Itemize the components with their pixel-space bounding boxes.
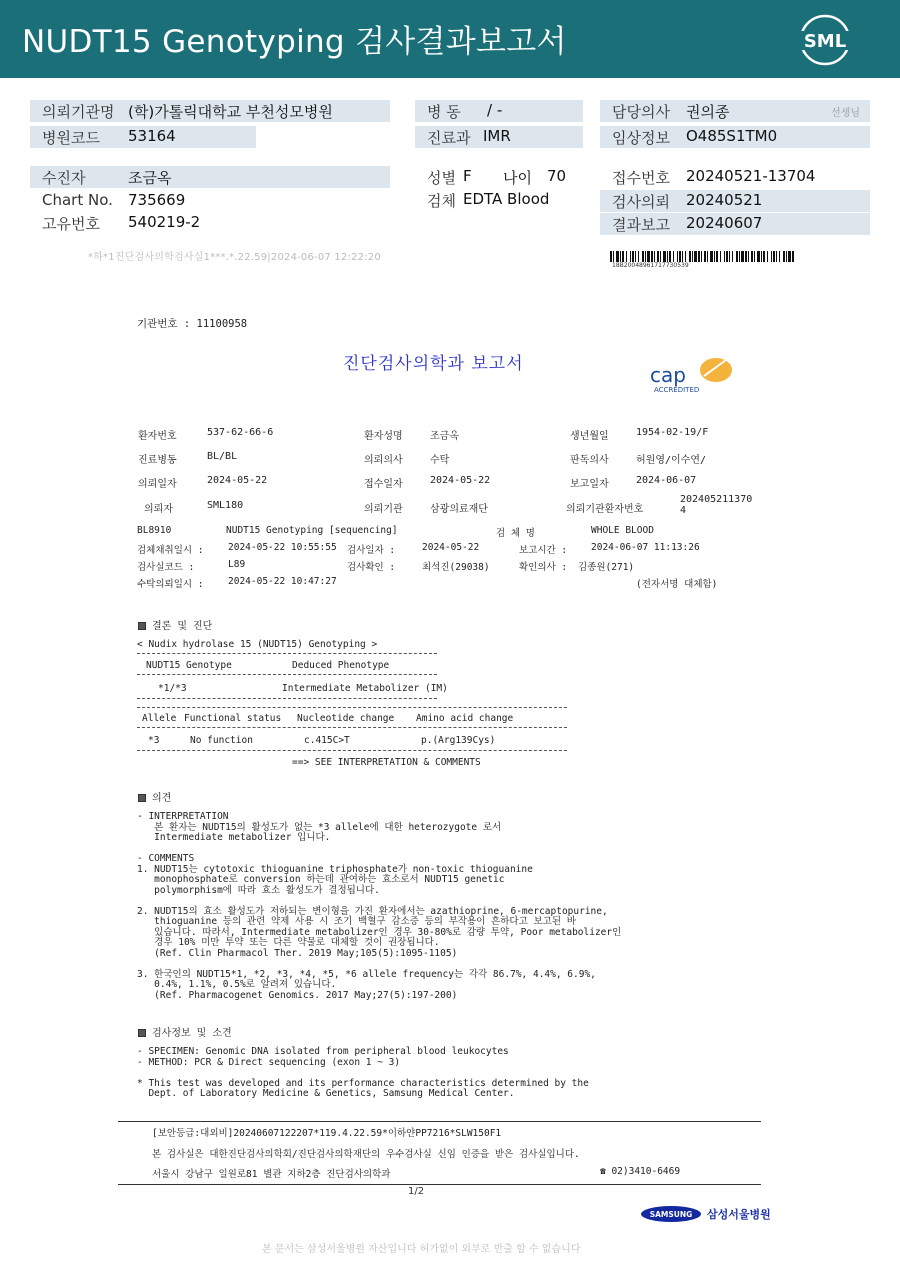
clinical-info-field: 임상정보 O485S1TM0: [600, 126, 870, 148]
specimen-name-value: WHOLE BLOOD: [591, 525, 654, 536]
genotype-title: < Nudix hydrolase 15 (NUDT15) Genotyping >: [137, 639, 378, 650]
confirming-doctor-label: 확인의사 :: [519, 562, 568, 573]
institution-patient-no-value-2: 4: [680, 505, 687, 516]
page-number: 1/2: [408, 1186, 425, 1197]
patient-name-label: 환자성명: [364, 431, 403, 442]
patient-no-label: 환자번호: [138, 431, 177, 442]
requesting-institution-value: 삼광의료재단: [430, 504, 488, 515]
request-date-field: 검사의뢰 20240521: [600, 190, 870, 212]
barcode-number: 18B20048961717730539: [612, 262, 689, 269]
svg-text:cap: cap: [650, 363, 686, 387]
institution-patient-no-label: 의뢰기관환자번호: [566, 504, 644, 515]
collection-time-value: 2024-05-22 10:55:55: [228, 542, 337, 553]
address-line: 서울시 강남구 일원로81 별관 지하2층 진단검사의학과: [152, 1169, 391, 1180]
requesting-institution-label: 의뢰기관: [364, 504, 403, 515]
report-time-label: 보고시간 :: [519, 545, 568, 556]
phenotype-header: Deduced Phenotype: [292, 660, 390, 671]
section-result-diagnosis: 결론 및 진단: [138, 617, 212, 632]
svg-text:SML: SML: [803, 31, 847, 52]
hospital-code-field: 병원코드 53164: [30, 126, 256, 148]
ordering-doctor-value: 수탁: [430, 455, 450, 466]
receipt-date-label: 접수일자: [364, 479, 403, 490]
verified-by-label: 검사확인 :: [347, 562, 396, 573]
sex-age-field: 성별 F 나이 70: [427, 167, 567, 187]
svg-text:SAMSUNG: SAMSUNG: [649, 1210, 693, 1219]
test-date-label: 검사일자 :: [347, 545, 396, 556]
reading-doctor-value: 허원영/이수연/: [636, 455, 707, 466]
receipt-date-value: 2024-05-22: [430, 475, 491, 486]
report-date-label: 보고일자: [570, 479, 609, 490]
svg-text:삼성서울병원: 삼성서울병원: [707, 1208, 771, 1221]
ward-field: 병 동 / -: [415, 100, 583, 122]
report-title: NUDT15 Genotyping 검사결과보고서: [22, 24, 567, 60]
allele-value: *3: [148, 735, 160, 746]
verified-by-value: 최석진(29038): [422, 562, 490, 573]
ward-label: 진료병동: [138, 455, 177, 466]
see-interpretation-note: ==> SEE INTERPRETATION & COMMENTS: [292, 757, 481, 768]
request-date-value: 2024-05-22: [207, 475, 268, 486]
nucleotide-change-header: Nucleotide change: [297, 713, 395, 724]
accept-time-label: 수탁의뢰일시 :: [137, 579, 204, 590]
requester-label: 의뢰자: [144, 504, 173, 515]
test-name: NUDT15 Genotyping [sequencing]: [226, 525, 398, 536]
amino-acid-change-value: p.(Arg139Cys): [421, 735, 496, 746]
chart-no-field: Chart No. 735669: [42, 191, 186, 209]
cap-accredited-logo: [648, 354, 740, 396]
functional-status-header: Functional status: [184, 713, 282, 724]
institution-patient-no-value: 202405211370: [680, 494, 753, 505]
patient-name-value: 조금옥: [430, 431, 459, 442]
report-time-value: 2024-06-07 11:13:26: [591, 542, 700, 553]
confidentiality-footnote: 본 문서는 삼성서울병원 자산입니다 허가없이 외부로 반출 할 수 없습니다: [262, 1244, 581, 1255]
dept-field: 진료과 IMR: [415, 126, 583, 148]
e-signature-note: (전자서명 대체함): [636, 579, 718, 590]
genotype-value: *1/*3: [158, 683, 187, 694]
certification-line: 본 검사실은 대한진단검사의학회/진단검사의학재단의 우수검사실 신임 인증을 받은 검사실입니다.: [152, 1149, 580, 1160]
report-date-value: 2024-06-07: [636, 475, 697, 486]
genotype-header: NUDT15 Genotype: [146, 660, 232, 671]
functional-status-value: No function: [190, 735, 253, 746]
phone-line: ☎ 02)3410-6469: [600, 1166, 681, 1177]
svg-text:ACCREDITED: ACCREDITED: [654, 386, 700, 394]
report-date-field: 결과보고 20240607: [600, 213, 870, 235]
print-info: *하*1진단검사의학검사실1***.*.22.59|2024-06-07 12:22:20: [88, 252, 381, 263]
samsung-hospital-logo: [641, 1204, 771, 1224]
barcode-icon: [610, 251, 794, 262]
doctor-field: 담당의사 권의종 선생님: [600, 100, 870, 122]
nucleotide-change-value: c.415C>T: [304, 735, 350, 746]
phenotype-value: Intermediate Metabolizer (IM): [282, 683, 448, 694]
accept-time-value: 2024-05-22 10:47:27: [228, 576, 337, 587]
request-date-label: 의뢰일자: [138, 479, 177, 490]
section-opinion: 의견: [138, 789, 171, 804]
unique-id-field: 고유번호 540219-2: [42, 213, 201, 233]
ward-value: BL/BL: [207, 451, 238, 462]
institution-number: 기관번호 : 11100958: [137, 318, 248, 330]
amino-acid-change-header: Amino acid change: [416, 713, 514, 724]
requester-value: SML180: [207, 500, 244, 511]
test-date-value: 2024-05-22: [422, 542, 480, 553]
section-test-info: 검사정보 및 소견: [138, 1024, 232, 1039]
patient-field: 수진자 조금옥: [30, 166, 390, 188]
test-code: BL8910: [137, 525, 172, 536]
reading-doctor-label: 판독의사: [570, 455, 609, 466]
specimen-field: 검체 EDTA Blood: [427, 190, 550, 210]
allele-header: Allele: [142, 713, 177, 724]
ordering-doctor-label: 의뢰의사: [364, 455, 403, 466]
sml-logo-icon: [796, 13, 854, 67]
security-line: [보안등급:대외비]20240607122207*119.4.22.59*이하얀PP7216*SLW150F1: [152, 1128, 502, 1139]
reception-no-field: 접수번호 20240521-13704: [612, 167, 816, 187]
confirming-doctor-value: 김종원(271): [578, 562, 635, 573]
header-bar: [0, 0, 900, 78]
birth-date-label: 생년월일: [570, 431, 609, 442]
test-info-text: - SPECIMEN: Genomic DNA isolated from peripheral blood leukocytes - METHOD: PCR & Direct sequencing (exon 1 ~ 3) * This test was developed and its performance characteristics determined by the Dept. of Laboratory Medicine & Genetics, Samsung Medical Center.: [137, 1046, 589, 1099]
patient-no-value: 537-62-66-6: [207, 427, 274, 438]
lab-code-label: 검사실코드 :: [137, 562, 195, 573]
opinion-text: - INTERPRETATION 본 환자는 NUDT15의 활성도가 없는 *3 allele에 대한 heterozygote 로서 Intermediate metabolizer 입니다. - COMMENTS 1. NUDT15는 cytotoxic thioguanine triphosphate가 non-toxic thioguanine monophosphate로 conversion 하는데 관여하는 효소로서 NUDT15 genetic polymorphism에 따라 효소 활성도가 결정됩니다. 2. NUDT15의 효소 활성도가 저하되는 변이형을 가진 환자에서는 azathioprine, 6-mercaptopurine, thioguanine 등의 관련 약제 사용 시 조기 백혈구 감소증 등의 부작용이 흔하다고 보고된 바 있습니다. 따라서, Intermediate metabolizer인 경우 30-80%로 감량 투약, Poor metabolizer인 경우 10% 미만 투약 또는 다른 약물로 대체할 것이 권장됩니다. (Ref. Clin Pharmacol Ther. 2019 May;105(5):1095-1105) 3. 한국인의 NUDT15*1, *2, *3, *4, *5, *6 allele frequency는 각각 86.7%, 4.4%, 6.9%, 0.4%, 1.1%, 0.5%로 알려져 있습니다. (Ref. Pharmacogenet Genomics. 2017 May;27(5):197-200): [137, 811, 622, 1001]
report-heading: 진단검사의학과 보고서: [343, 354, 524, 374]
institution-field: 의뢰기관명 (학)가톨릭대학교 부천성모병원: [30, 100, 390, 122]
collection-time-label: 검체채취일시 :: [137, 545, 204, 556]
birth-date-value: 1954-02-19/F: [636, 427, 709, 438]
specimen-name-label: 검 체 명: [496, 528, 535, 539]
lab-code-value: L89: [228, 559, 246, 570]
